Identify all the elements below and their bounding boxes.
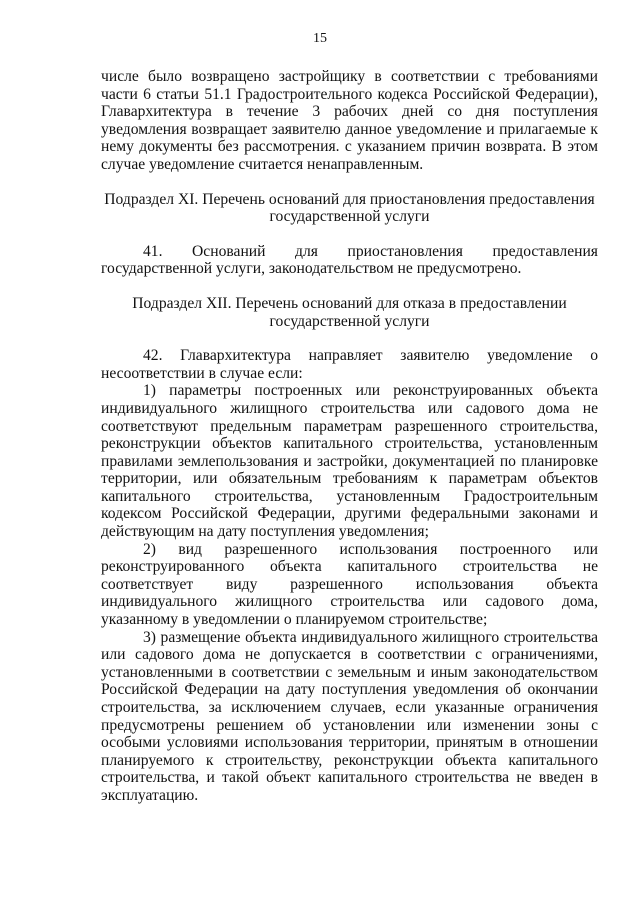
document-body: [101, 68, 598, 805]
page-number: 15: [313, 31, 327, 46]
subsection-heading-xi: Подраздел XI. Перечень оснований для приостановления предоставления государственной услуги: [104, 190, 595, 226]
subsection-heading-xii: Подраздел XII. Перечень оснований для отказа в предоставлении государственной услуги: [132, 294, 567, 330]
list-item-2: 2) вид разрешенного использования построенного или реконструированного объекта капитального строительства не соответствует виду разрешенного использования объекта индивидуального жилищного строительства или садового дома, указанному в уведомлении о планируемом строительстве;: [101, 540, 598, 629]
list-item-1: 1) параметры построенных или реконструированных объекта индивидуального жилищного строительства или садового дома не соответствуют предельным параметрам разрешенного строительства, реконструкции объектов капитального строительства, установленным правилами землепользования и застройки, документацией по планировке территории, или обязательным требованиям к параметрам объектов капитального строительства, установленным Градостроительным кодексом Российской Федерации, другими федеральными законами и действующим на дату поступления уведомления;: [101, 382, 598, 541]
paragraph-continuation: числе было возвращено застройщику в соответствии с требованиями части 6 статьи 51.1 Градостроительного кодекса Российской Федерации), Главархитектура в течение 3 рабочих дней со дня поступления уведомления возвращает заявителю данное уведомление и прилагаемые к нему документы без рассмотрения. с указанием причин возврата. В этом случае уведомление считается ненаправленным.: [101, 68, 598, 173]
paragraph-41: 41. Оснований для приостановления предоставления государственной услуги, законодательством не предусмотрено.: [101, 242, 598, 278]
list-item-3: 3) размещение объекта индивидуального жилищного строительства или садового дома не допускается в соответствии с ограничениями, установленными в соответствии с земельным и иным законодательством Российской Федерации на дату поступления уведомления об окончании строительства, за исключением случаев, если указанные ограничения предусмотрены решением об установлении или изменении зоны с особыми условиями использования территории, принятым в отношении планируемого к строительству, реконструкции объекта капитального строительства, и такой объект капитального строительства не введен в эксплуатацию.: [101, 628, 598, 804]
paragraph-42: 42. Главархитектура направляет заявителю уведомление о несоответствии в случае если:: [101, 347, 598, 382]
